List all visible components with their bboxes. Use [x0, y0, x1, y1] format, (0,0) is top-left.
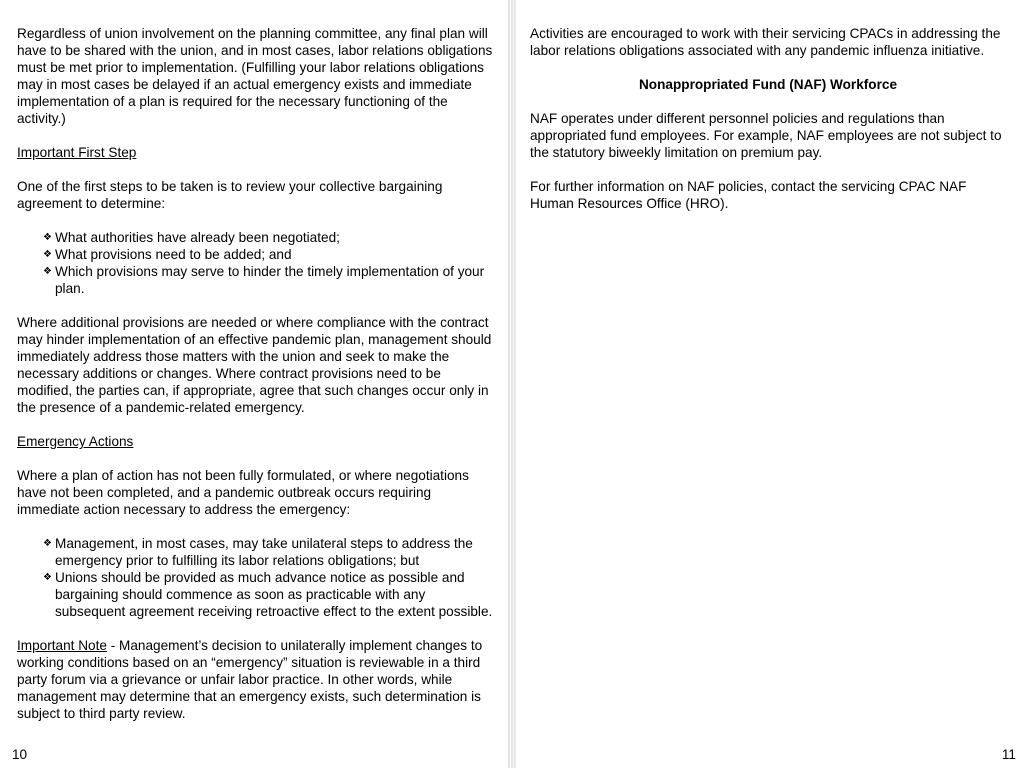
- heading-important-first-step: Important First Step: [17, 145, 137, 160]
- four-diamond-bullet-icon: ❖: [43, 572, 52, 583]
- review-agreement-paragraph: One of the first steps to be taken is to review your collective bargaining agreement to determine:: [17, 179, 443, 211]
- page-number-right: 11: [1001, 747, 1016, 762]
- list-item: ❖ Management, in most cases, may take unilateral steps to address the emergency prior to fulfilling its labor relations obligations; but: [43, 536, 473, 568]
- heading-emergency-actions: Emergency Actions: [17, 434, 134, 449]
- list-item: ❖ Unions should be provided as much advance notice as possible and bargaining should commence as soon as practicable with any subsequent agreement receiving retroactive effect to the extent possible.: [43, 570, 493, 619]
- list-item: ❖ Which provisions may serve to hinder the timely implementation of your plan.: [43, 264, 485, 296]
- right-page: [516, 0, 1024, 768]
- left-page-content: [17, 25, 495, 739]
- left-page: [0, 0, 508, 768]
- four-diamond-bullet-icon: ❖: [43, 266, 52, 277]
- emergency-paragraph: Where a plan of action has not been fully formulated, or where negotiations have not been completed, and a pandemic outbreak occurs requiring immediate action necessary to address the emergency:: [17, 468, 469, 517]
- important-note-paragraph: [17, 637, 495, 722]
- four-diamond-bullet-icon: ❖: [43, 232, 52, 243]
- determine-list: [17, 229, 495, 297]
- four-diamond-bullet-icon: ❖: [43, 538, 52, 549]
- cpac-paragraph: Activities are encouraged to work with their servicing CPACs in addressing the labor relations obligations associated with any pandemic influenza initiative.: [530, 26, 1001, 58]
- important-note-text: - Management’s decision to unilaterally implement changes to working conditions based on an “emergency” situation is reviewable in a third party forum via a grievance or unfair labor practice. In other words, while management may determine that an emergency exists, such determination is subject to third party review.: [17, 638, 483, 721]
- right-page-content: [530, 25, 1006, 229]
- page-gutter: [508, 0, 516, 768]
- list-item: ❖ What authorities have already been negotiated;: [43, 230, 340, 245]
- naf-policies-paragraph: NAF operates under different personnel policies and regulations than appropriated fund employees. For example, NAF employees are not subject to the statutory biweekly limitation on premium pay.: [530, 111, 1002, 160]
- list-item: ❖ What provisions need to be added; and: [43, 247, 292, 262]
- important-note-label: Important Note: [17, 638, 107, 653]
- four-diamond-bullet-icon: ❖: [43, 249, 52, 260]
- intro-paragraph: Regardless of union involvement on the planning committee, any final plan will have to be shared with the union, and in most cases, labor relations obligations must be met prior to implementation. (Fulfilling your labor relations obligations may in most cases be delayed if an actual emergency exists and immediate implementation of a plan is required for the necessary functioning of the activity.): [17, 26, 493, 126]
- page-number-left: 10: [12, 747, 28, 762]
- additional-provisions-paragraph: Where additional provisions are needed or where compliance with the contract may hinder implementation of an effective pandemic plan, management should immediately address those matters with the union and seek to make the necessary additions or changes. Where contract provisions need to be modified, the parties can, if appropriate, agree that such changes occur only in the presence of a pandemic-related emergency.: [17, 315, 492, 415]
- naf-contact-paragraph: For further information on NAF policies, contact the servicing CPAC NAF Human Resources Office (HRO).: [530, 179, 967, 211]
- emergency-list: [17, 535, 495, 620]
- heading-naf-workforce: Nonappropriated Fund (NAF) Workforce: [638, 77, 898, 92]
